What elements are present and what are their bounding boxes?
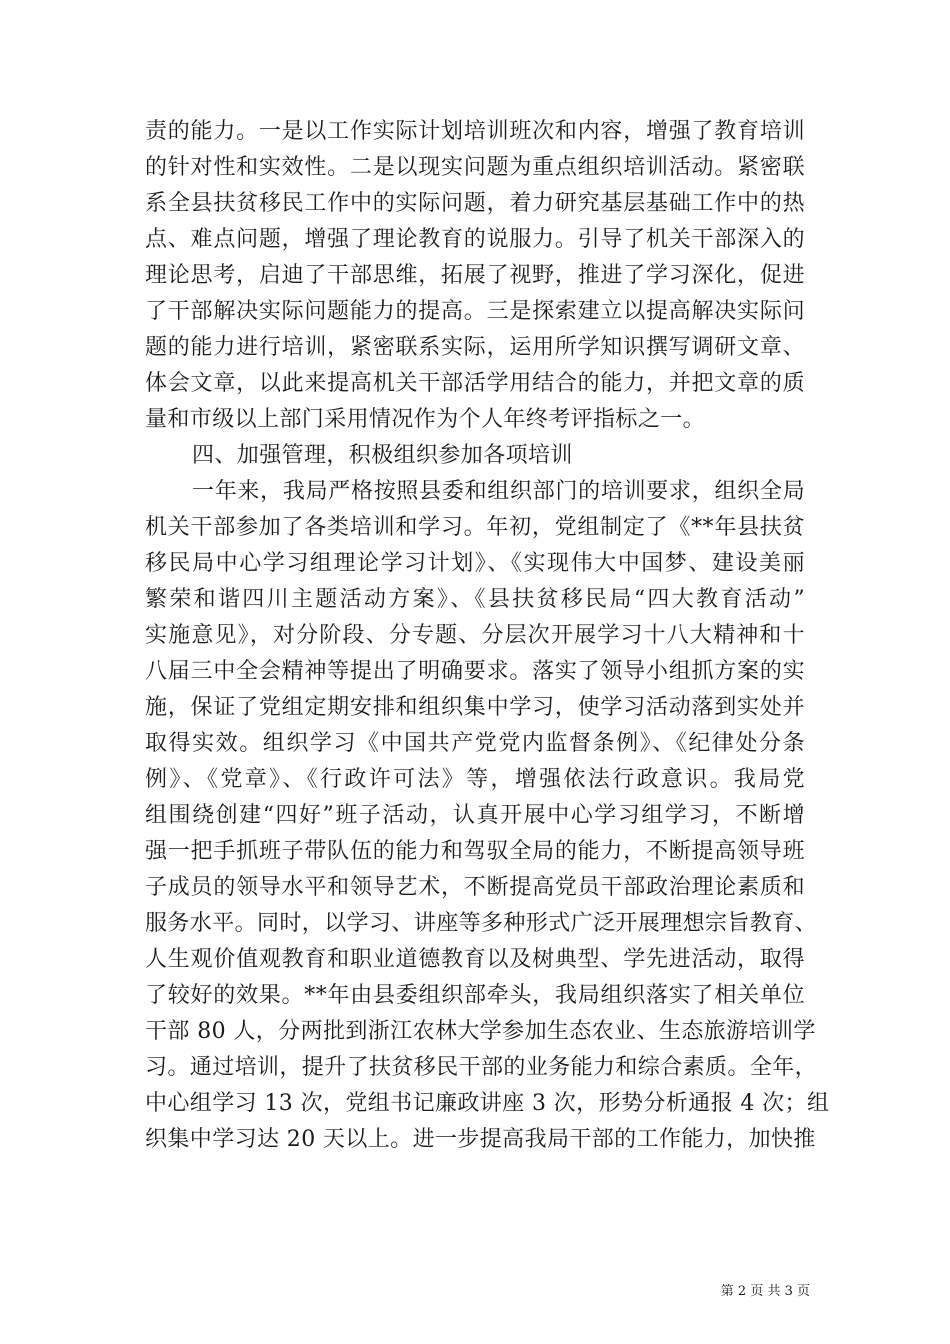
text-line: 的针对性和实效性。二是以现实问题为重点组织培训活动。紧密联 xyxy=(145,155,805,180)
text-line: 习。通过培训，提升了扶贫移民干部的业务能力和综合素质。全年， xyxy=(145,1055,818,1080)
text-line: 体会文章，以此来提高机关干部活学用结合的能力，并把文章的质 xyxy=(145,371,805,396)
text-line: 繁荣和谐四川主题活动方案》、《县扶贫移民局“四大教育活动” xyxy=(145,587,805,612)
text-line: 干部 80 人，分两批到浙江农林大学参加生态农业、生态旅游培训学 xyxy=(145,1019,816,1044)
text-line: 子成员的领导水平和领导艺术，不断提高党员干部政治理论素质和 xyxy=(145,875,805,900)
text-line: 一年来，我局严格按照县委和组织部门的培训要求，组织全局 xyxy=(192,479,805,504)
text-line: 施，保证了党组定期安排和组织集中学习，使学习活动落到实处并 xyxy=(145,695,805,720)
text-line: 八届三中全会精神等提出了明确要求。落实了领导小组抓方案的实 xyxy=(145,659,805,684)
page-number: 第 2 页 共 3 页 xyxy=(720,1284,810,1299)
text-line: 系全县扶贫移民工作中的实际问题，着力研究基层基础工作中的热 xyxy=(145,191,805,216)
text-line: 题的能力进行培训，紧密联系实际，运用所学知识撰写调研文章、 xyxy=(145,335,805,360)
text-line: 中心组学习 13 次，党组书记廉政讲座 3 次，形势分析通报 4 次；组 xyxy=(145,1091,830,1116)
text-line: 取得实效。组织学习《中国共产党党内监督条例》、《纪律处分条 xyxy=(145,731,805,756)
text-line: 实施意见》，对分阶段、分专题、分层次开展学习十八大精神和十 xyxy=(145,623,805,648)
text-line: 服务水平。同时，以学习、讲座等多种形式广泛开展理想宗旨教育、 xyxy=(145,911,818,936)
text-line: 了较好的效果。**年由县委组织部牵头，我局组织落实了相关单位 xyxy=(145,983,805,1008)
text-line: 理论思考，启迪了干部思维，拓展了视野，推进了学习深化，促进 xyxy=(145,263,805,288)
text-line: 组围绕创建“四好”班子活动，认真开展中心学习组学习，不断增 xyxy=(145,803,805,828)
section-heading: 四、加强管理，积极组织参加各项培训 xyxy=(192,443,573,468)
text-line: 量和市级以上部门采用情况作为个人年终考评指标之一。 xyxy=(145,407,706,432)
text-line: 例》、《党章》、《行政许可法》等，增强依法行政意识。我局党 xyxy=(145,767,805,792)
text-line: 责的能力。一是以工作实际计划培训班次和内容，增强了教育培训 xyxy=(145,119,805,144)
text-line: 移民局中心学习组理论学习计划》、《实现伟大中国梦、建设美丽 xyxy=(145,551,805,576)
text-line: 人生观价值观教育和职业道德教育以及树典型、学先进活动，取得 xyxy=(145,947,805,972)
text-line: 点、难点问题，增强了理论教育的说服力。引导了机关干部深入的 xyxy=(145,227,805,252)
text-line: 强一把手抓班子带队伍的能力和驾驭全局的能力，不断提高领导班 xyxy=(145,839,805,864)
text-line: 机关干部参加了各类培训和学习。年初，党组制定了《**年县扶贫 xyxy=(145,515,805,540)
text-line: 织集中学习达 20 天以上。进一步提高我局干部的工作能力，加快推 xyxy=(145,1127,816,1152)
text-line: 了干部解决实际问题能力的提高。三是探索建立以提高解决实际问 xyxy=(145,299,805,324)
